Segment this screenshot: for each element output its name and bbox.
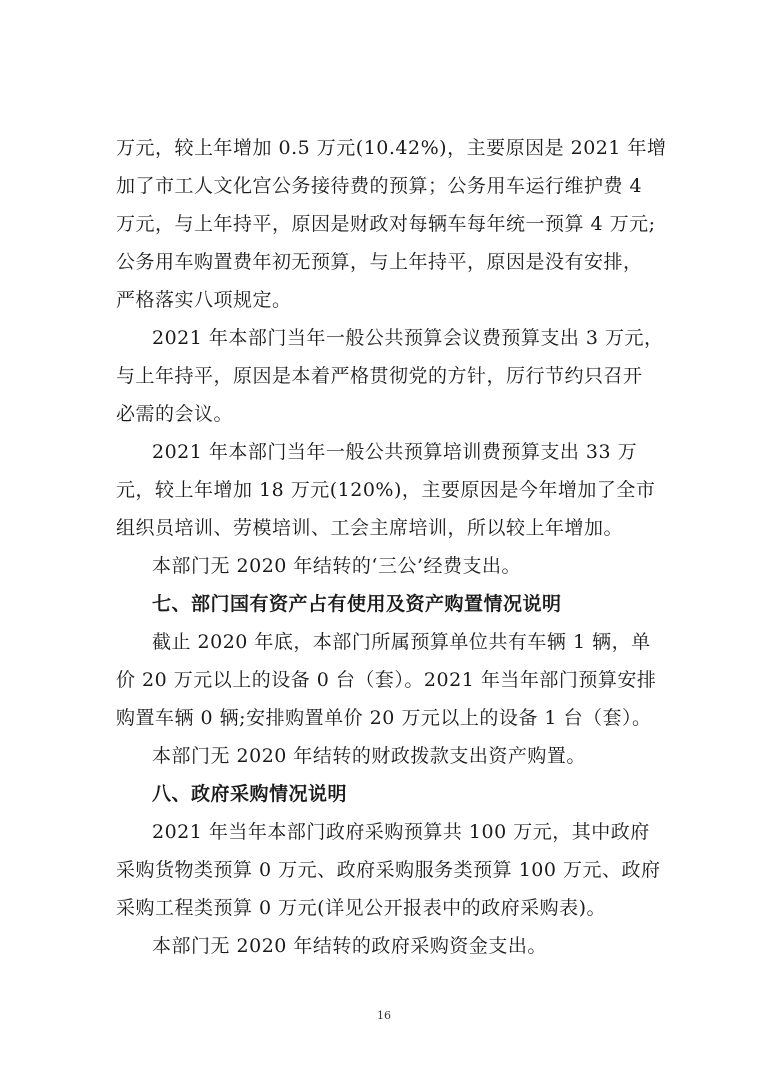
paragraph-line: 万元，较上年增加 0.5 万元(10.42%)，主要原因是 2021 年增 [116,137,667,159]
section-heading: 七、部门国有资产占有使用及资产购置情况说明 [152,593,562,615]
paragraph-line: 价 20 万元以上的设备 0 台（套）。2021 年当年部门预算安排 [116,669,657,691]
paragraph-line: 采购货物类预算 0 万元、政府采购服务类预算 100 万元、政府 [116,859,661,881]
paragraph-line: 2021 年本部门当年一般公共预算培训费预算支出 33 万 [152,441,638,463]
paragraph-line: 2021 年当年本部门政府采购预算共 100 万元，其中政府 [152,821,650,843]
paragraph-line: 本部门无 2020 年结转的财政拨款支出资产购置。 [152,745,586,767]
paragraph-line: 元，较上年增加 18 万元(120%)，主要原因是今年增加了全市 [116,479,656,501]
section-heading: 八、政府采购情况说明 [152,783,348,805]
paragraph-line: 购置车辆 0 辆;安排购置单价 20 万元以上的设备 1 台（套）。 [116,707,652,729]
paragraph-line: 万元，与上年持平，原因是财政对每辆车每年统一预算 4 万元; [116,213,656,235]
paragraph-line: 必需的会议。 [116,403,234,425]
page-number: 16 [377,1009,391,1022]
paragraph-line: 与上年持平，原因是本着严格贯彻党的方针，厉行节约只召开 [116,365,643,387]
paragraph-line: 严格落实八项规定。 [116,289,292,311]
paragraph-line: 本部门无 2020 年结转的‘三公’经费支出。 [152,555,522,577]
paragraph-line: 本部门无 2020 年结转的政府采购资金支出。 [152,935,547,957]
paragraph-line: 采购工程类预算 0 万元(详见公开报表中的政府采购表)。 [116,897,606,919]
paragraph-line: 组织员培训、劳模培训、工会主席培训，所以较上年增加。 [116,517,624,539]
paragraph-line: 公务用车购置费年初无预算，与上年持平，原因是没有安排， [116,251,643,273]
paragraph-line: 2021 年本部门当年一般公共预算会议费预算支出 3 万元， [152,327,664,349]
paragraph-line: 加了市工人文化宫公务接待费的预算；公务用车运行维护费 4 [116,175,643,197]
paragraph-line: 截止 2020 年底，本部门所属预算单位共有车辆 1 辆，单 [152,631,651,653]
